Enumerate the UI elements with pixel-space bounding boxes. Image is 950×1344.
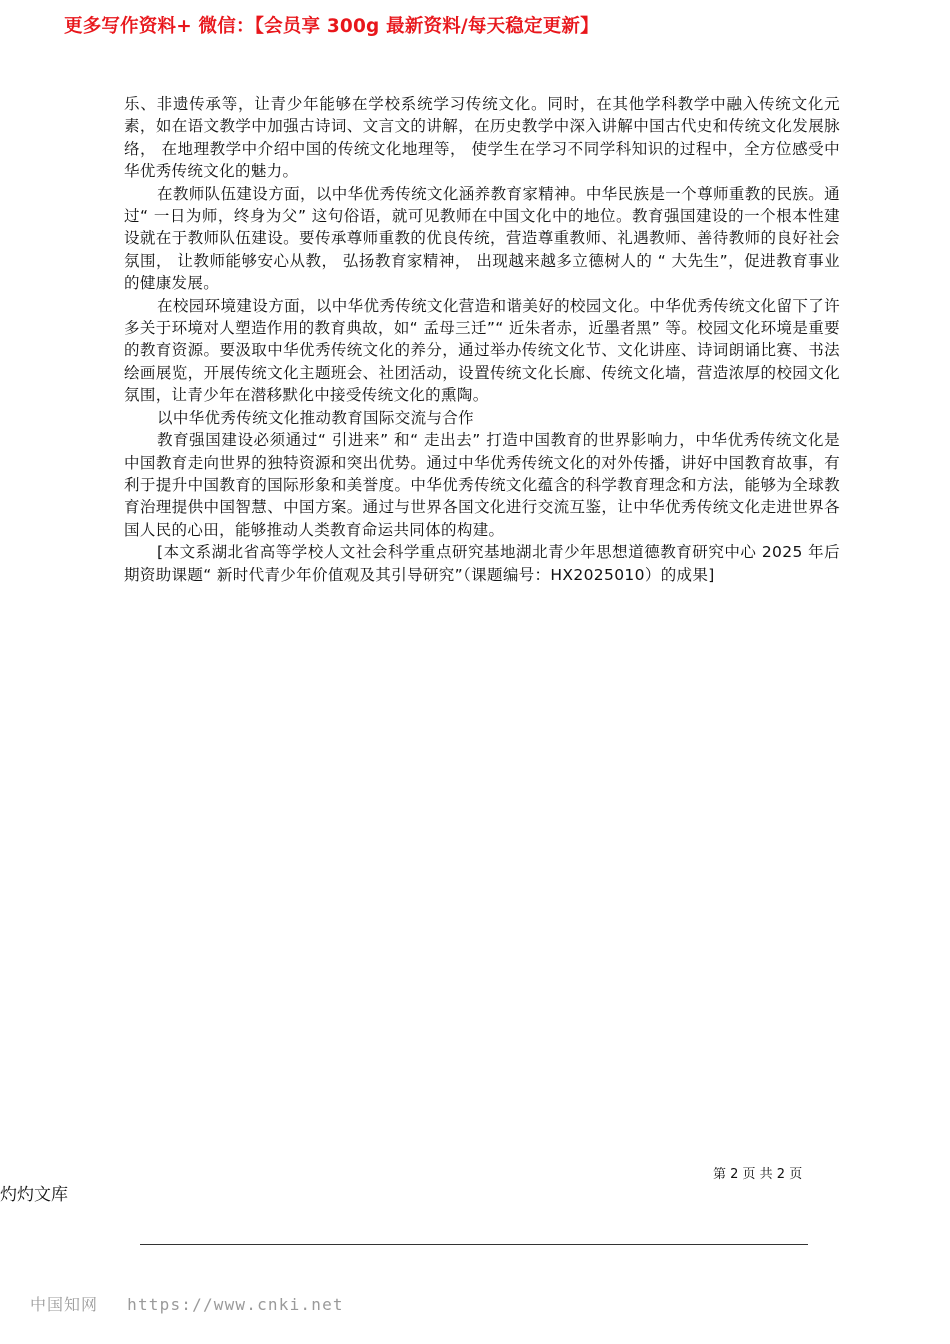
page-number: 第 2 页 共 2 页 [713, 1167, 803, 1182]
section-heading-international: 以中华优秀传统文化推动教育国际交流与合作 [157, 408, 475, 427]
promo-banner: 更多写作资料+ 微信：【会员享 300g 最新资料/每天稳定更新】 [64, 16, 599, 37]
paragraph-curriculum: 乐、非遗传承等，让青少年能够在学校系统学习传统文化。同时，在其他学科教学中融入传统文化元素，如在语文教学中加强古诗词、文言文的讲解，在历史教学中深入讲解中国古代史和传统文化发展脉络， 在地理教学中介绍中国的传统文化地理等， 使学生在学习不同学科知识的过程中，全方位感受中华优秀传统文化的魅力。 [124, 95, 840, 181]
paragraph-campus-environment: 在校园环境建设方面，以中华优秀传统文化营造和谐美好的校园文化。中华优秀传统文化留下了许多关于环境对人塑造作用的教育典故，如“ 孟母三迁”“ 近朱者赤，近墨者黑” 等。校园文化环境是重要的教育资源。要汲取中华优秀传统文化的养分，通过举办传统文化节、文化讲座、诗词朗诵比赛、书法绘画展览，开展传统文化主题班会、社团活动，设置传统文化长廊、传统文化墙，营造浓厚的校园文化氛围，让青少年在潜移默化中接受传统文化的熏陶。 [124, 296, 840, 405]
document-body [124, 93, 840, 586]
footer-divider [140, 1244, 808, 1245]
paragraph-international: 教育强国建设必须通过“ 引进来” 和“ 走出去” 打造中国教育的世界影响力，中华优秀传统文化是中国教育走向世界的独特资源和突出优势。通过中华优秀传统文化的对外传播，讲好中国教育故事，有利于提升中国教育的国际形象和美誉度。中华优秀传统文化蕴含的科学教育理念和方法，能够为全球教育治理提供中国智慧、中国方案。通过与世界各国文化进行交流互鉴，让中华优秀传统文化走进世界各国人民的心田，能够推动人类教育命运共同体的构建。 [124, 431, 840, 539]
cnki-watermark [30, 1294, 344, 1316]
cnki-watermark-name: 中国知网 [30, 1295, 99, 1314]
paragraph-teachers: 在教师队伍建设方面，以中华优秀传统文化涵养教育家精神。中华民族是一个尊师重教的民族。通过“ 一日为师，终身为父” 这句俗语，就可见教师在中国文化中的地位。教育强国建设的一个根本性建设就在于教师队伍建设。要传承尊师重教的优良传统，营造尊重教师、礼遇教师、善待教师的良好社会氛围， 让教师能够安心从教， 弘扬教育家精神， 出现越来越多立德树人的 “ 大先生”，促进教育事业的健康发展。 [124, 184, 840, 293]
library-name: 灼灼文库 [0, 1185, 68, 1205]
cnki-watermark-url: https://www.cnki.net [127, 1295, 344, 1314]
funding-note: [本文系湖北省高等学校人文社会科学重点研究基地湖北青少年思想道德教育研究中心 2025 年后期资助课题“ 新时代青少年价值观及其引导研究”（课题编号：HX2025010）的成果] [124, 543, 840, 584]
